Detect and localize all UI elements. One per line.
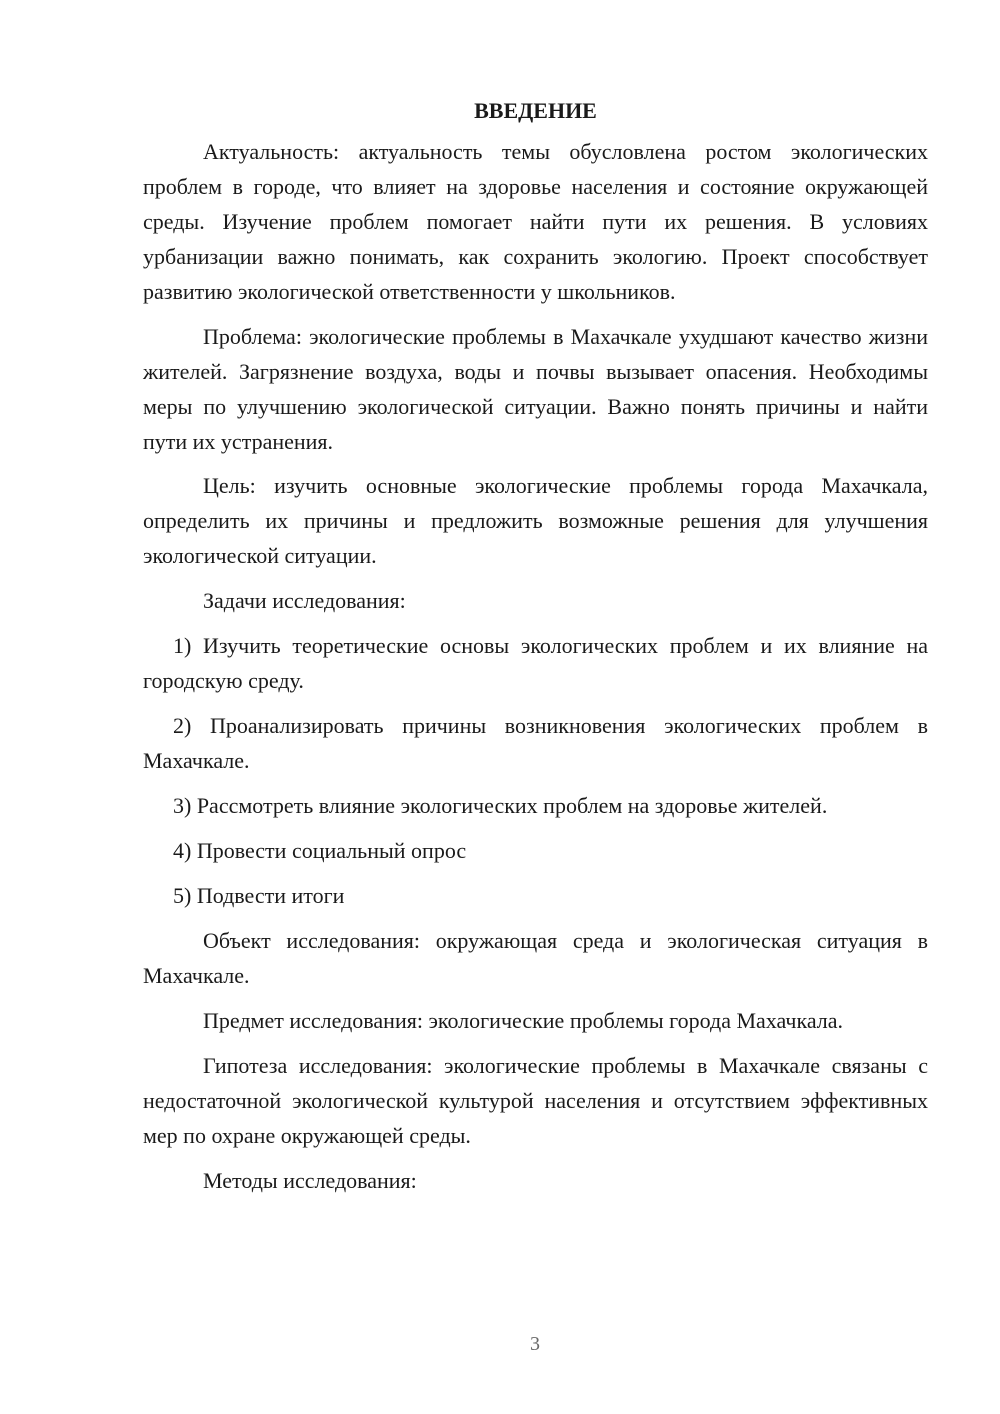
goal-paragraph: Цель: изучить основные экологические проблемы города Махачкала, определить их причины и предложить возможные решения для улучшения экологической ситуации. [143, 473, 928, 568]
page-number: 3 [530, 1333, 540, 1355]
task-item-3: 3) Рассмотреть влияние экологических проблем на здоровье жителей. [173, 793, 828, 818]
hypothesis-paragraph: Гипотеза исследования: экологические проблемы в Махачкале связаны с недостаточной экологической культурой населения и отсутствием эффективных мер по охране окружающей среды. [143, 1053, 928, 1148]
object-paragraph: Объект исследования: окружающая среда и экологическая ситуация в Махачкале. [143, 928, 928, 988]
tasks-title: Задачи исследования: [203, 588, 406, 613]
task-item-2: 2) Проанализировать причины возникновения экологических проблем в Махачкале. [143, 713, 928, 773]
methods-title: Методы исследования: [203, 1168, 417, 1193]
subject-paragraph: Предмет исследования: экологические проблемы города Махачкала. [203, 1008, 844, 1033]
relevance-paragraph: Актуальность: актуальность темы обусловлена ростом экологических проблем в городе, что влияет на здоровье населения и состояние окружающей среды. Изучение проблем помогает найти пути их решения. В условиях урбанизации важно понимать, как сохранить экологию. Проект способствует развитию экологической ответственности у школьников. [143, 139, 928, 304]
task-item-1: 1) Изучить теоретические основы экологических проблем и их влияние на городскую среду. [143, 633, 928, 693]
problem-paragraph: Проблема: экологические проблемы в Махачкале ухудшают качество жизни жителей. Загрязнение воздуха, воды и почвы вызывает опасения. Необходимы меры по улучшению экологической ситуации. Важно понять причины и найти пути их устранения. [143, 324, 928, 454]
section-heading: ВВЕДЕНИЕ [474, 98, 597, 123]
task-item-4: 4) Провести социальный опрос [173, 838, 467, 863]
task-item-5: 5) Подвести итоги [173, 883, 345, 908]
document-body [143, 97, 928, 1198]
